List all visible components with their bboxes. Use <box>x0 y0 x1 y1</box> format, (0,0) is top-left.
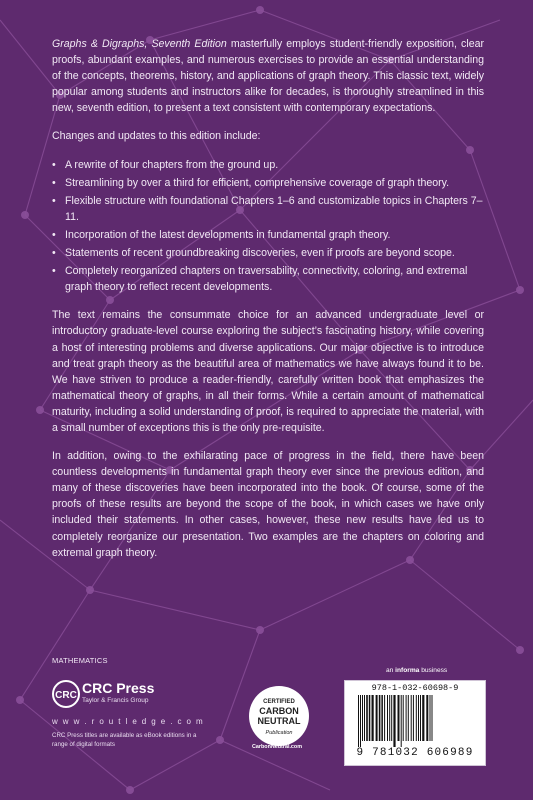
list-item: • Incorporation of the latest developments in fundamental graph theory. <box>52 227 484 243</box>
description-text <box>52 36 484 573</box>
carbon-neutral-badge <box>244 683 314 753</box>
publisher-url: w w w . r o u t l e d g e . c o m <box>52 717 205 726</box>
list-item: • Flexible structure with foundational Chapters 1–6 and customizable topics in Chapters 7–11. <box>52 193 484 225</box>
publisher-name: CRC Press <box>82 680 155 696</box>
book-title: Graphs & Digraphs, Seventh Edition <box>52 38 227 50</box>
publication-label: Publication <box>265 730 293 736</box>
subject-category: MATHEMATICS <box>52 656 108 665</box>
list-item: • Streamlining by over a third for efficient, comprehensive coverage of graph theory. <box>52 175 484 191</box>
body-paragraph: In addition, owing to the exhilarating pace of progress in the field, there have been countless developments in fundamental graph theory ever since the previous edition, and many of these discoveries have been incorporated into the book. Of course, some of the proofs of these results are beyond the scope of the book, in which cases we have only included their statements. In other cases, however, these new results have led us to completely reorganize our presentation. Two examples are the chapters on coloring and extremal graph theory. <box>52 450 484 559</box>
crc-logo-text: CRC <box>55 690 77 701</box>
informa-business-label <box>386 667 447 674</box>
informa-suffix: business <box>419 667 448 674</box>
barcode-bars <box>357 695 473 747</box>
changes-heading: Changes and updates to this edition include: <box>52 130 261 143</box>
list-item: • Completely reorganized chapters on traversability, connectivity, coloring, and extremal graph theory to reflect recent developments. <box>52 263 484 295</box>
list-item: • Statements of recent groundbreaking discoveries, even if proofs are beyond scope. <box>52 245 484 261</box>
neutral-label: NEUTRAL <box>257 716 301 726</box>
intro-text: masterfully employs student-friendly exposition, clear proofs, abundant examples, and numerous exercises to provide an essential understanding of the concepts, theorems, history, and applications of graph theory. This classic text, widely popular among students and instructors alike for decades, is thoroughly streamlined in this new, seventh edition, to present a text consistent with contemporary expectations. <box>52 38 485 115</box>
ebook-note: CRC Press titles are available as eBook editions in a range of digital formats <box>52 732 197 748</box>
isbn-barcode <box>344 680 486 766</box>
certified-label: CERTIFIED <box>263 699 295 705</box>
carbon-neutral-url: CarbonNeutral.com <box>252 744 303 750</box>
body-paragraph: The text remains the consummate choice for an advanced undergraduate level or introductory graduate-level course exploring the subject’s fascinating history, while covering a host of interesting problems and diverse applications. Our major objective is to introduce and treat graph theory as the beautiful area of mathematics we have always found it to be. We have striven to produce a reader-friendly, carefully written book that emphasizes the mathematical theory of graphs, in all their forms. While a certain amount of mathematical maturity, including a solid understanding of proof, is required to appreciate the material, with a small number of exceptions this is the only pre-requisite. <box>52 309 484 434</box>
isbn-text: 978-1-032-60698-9 <box>371 683 459 693</box>
informa-brand: informa <box>395 667 420 674</box>
changes-list <box>52 157 484 296</box>
carbon-label: CARBON <box>259 706 299 716</box>
publisher-group: Taylor & Francis Group <box>82 697 149 704</box>
list-item: • A rewrite of four chapters from the ground up. <box>52 157 484 173</box>
informa-prefix: an <box>386 667 396 674</box>
ean-number: 9 781032 606989 <box>356 747 474 759</box>
intro-paragraph <box>52 36 484 116</box>
